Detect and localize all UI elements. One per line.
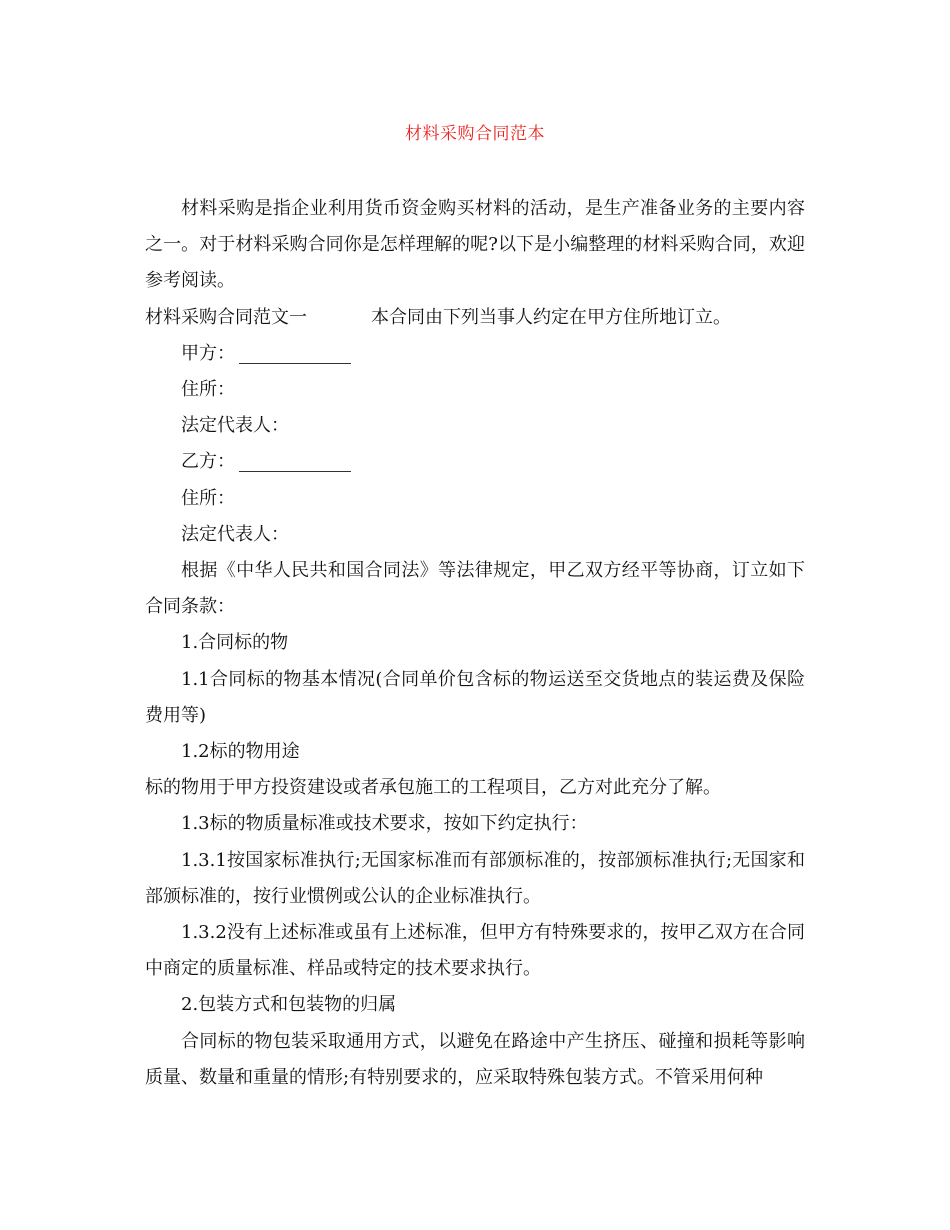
party-a-line [145, 336, 805, 372]
clause-1-2-heading: 1.2标的物用途 [181, 741, 300, 763]
party-b-line [145, 444, 805, 480]
clause-1-heading: 1.合同标的物 [181, 632, 289, 654]
document-body [145, 191, 805, 1096]
party-b-representative: 法定代表人： [181, 523, 289, 545]
section-first-line: 本合同由下列当事人约定在甲方住所地订立。 [371, 306, 731, 328]
intro-paragraph: 材料采购是指企业利用货币资金购买材料的活动，是生产准备业务的主要内容之一。对于材料采购合同你是怎样理解的呢?以下是小编整理的材料采购合同，欢迎参考阅读。 [145, 198, 805, 292]
clause-1-2-text: 标的物用于甲方投资建设或者承包施工的工程项目，乙方对此充分了解。 [145, 777, 721, 799]
clause-1-3: 1.3标的物质量标准或技术要求，按如下约定执行： [181, 813, 588, 835]
basis-paragraph: 根据《中华人民共和国合同法》等法律规定，甲乙双方经平等协商，订立如下合同条款： [145, 560, 805, 618]
section-heading: 材料采购合同范文一 [145, 306, 307, 328]
clause-2-text: 合同标的物包装采取通用方式，以避免在路途中产生挤压、碰撞和损耗等影响质量、数量和重量的情形;有特别要求的，应采取特殊包装方式。不管采用何种 [145, 1030, 805, 1088]
clause-1-3-1: 1.3.1按国家标准执行;无国家标准而有部颁标准的，按部颁标准执行;无国家和部颁标准的，按行业惯例或公认的企业标准执行。 [145, 849, 805, 907]
party-b-blank [239, 451, 351, 472]
party-a-label: 甲方： [181, 342, 235, 364]
party-b-label: 乙方： [181, 451, 235, 473]
document-title: 材料采购合同范本 [405, 124, 545, 144]
party-a-blank [239, 343, 351, 364]
clause-1-3-2: 1.3.2没有上述标准或虽有上述标准，但甲方有特殊要求的，按甲乙双方在合同中商定的质量标准、样品或特定的技术要求执行。 [145, 922, 805, 980]
party-b-address: 住所： [181, 487, 235, 509]
party-a-address: 住所： [181, 379, 235, 401]
clause-2-heading: 2.包装方式和包装物的归属 [181, 994, 397, 1016]
clause-1-1: 1.1合同标的物基本情况(合同单价包含标的物运送至交货地点的装运费及保险费用等) [145, 668, 805, 726]
party-a-representative: 法定代表人： [181, 415, 289, 437]
section-heading-line [145, 300, 805, 336]
